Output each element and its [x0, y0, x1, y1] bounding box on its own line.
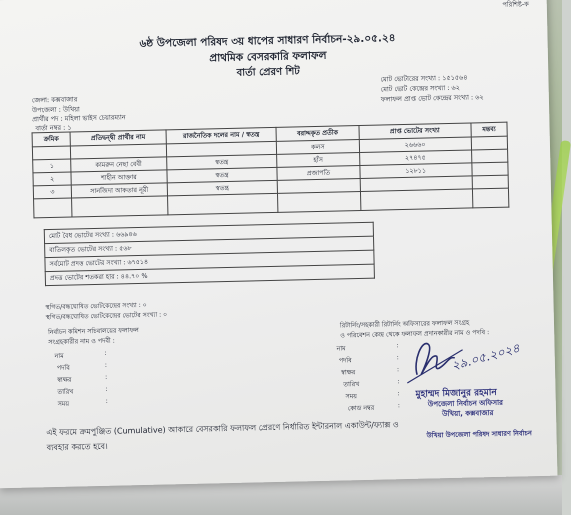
symbol-cell: কলস — [277, 140, 359, 155]
valid-votes: মোট বৈধ ভোটের সংখ্যা : ৬৬৯৪৬ — [44, 222, 373, 243]
total-centers: মোট ভোট কেন্দ্রের সংখ্যা : ৬২ — [380, 83, 461, 94]
election-title: ৬ষ্ঠ উপজেলা পরিষদ ৩য় ধাপের সাধারণ নির্বাচন-২৯.০৫.২৪ — [139, 32, 396, 50]
handwritten-signature — [402, 329, 522, 391]
sheet-title: বার্তা প্রেরণ শিট — [236, 66, 300, 79]
received-centers: ফলাফল প্রাপ্ত ভোট কেন্দ্রের সংখ্যা : ৬২ — [380, 93, 484, 104]
left-label-signature: স্বাক্ষর — [57, 376, 72, 384]
left-heading-1: নির্বাচন কমিশন সচিবালয়ের ফলাফল — [48, 327, 139, 337]
col-serial: ক্রমিক — [32, 132, 70, 147]
invalid-votes: বাতিলকৃত ভোটের সংখ্যা : ৫৬৮ — [45, 236, 374, 257]
symbol-cell: প্রজাপতি — [277, 165, 359, 180]
left-label-title: পদবি — [56, 364, 70, 372]
suspended-votes: স্থগিত/বন্ধঘোষিত ভোটকেন্দ্রের ভোটের সংখ্যা : ০ — [45, 311, 168, 322]
right-label-title: পদবি — [338, 357, 352, 365]
candidate-cell: কামরুন নেছা বেবী — [71, 157, 167, 172]
col-party: রাজনৈতিক দলের নাম / স্বতন্ত্র — [166, 127, 277, 144]
candidate-cell: শাহীন আক্তার — [71, 170, 167, 185]
right-label-signature: স্বাক্ষর — [341, 369, 356, 377]
votes-cell: ২৭৪৭৫ — [359, 150, 472, 166]
serial-cell: ২ — [33, 172, 71, 186]
upazila: উপজেলা : উখিয়া — [31, 105, 80, 115]
result-type-title: প্রাথমিক বেসরকারি ফলাফল — [209, 49, 327, 65]
result-sheet-paper: পরিশিষ্ট-ক ৬ষ্ঠ উপজেলা পরিষদ ৩য় ধাপের সাধারণ নির্বাচন-২৯.০৫.২৪ প্রাথমিক বেসরকারি ফলাফল বার্তা প্রেরণ শিট মোট ভোটারের সংখ্যা : ১৫১৫৬৪ মোট ভোট কেন্দ্রের সংখ্যা : ৬২ ফলাফল প্রাপ্ত ভোট কেন্দ্রের সংখ্যা : ৬২ জেলা: কক্সবাজার উপজেলা : উখিয়া প্রার্থীর পদ : মহিলা ভাইস চেয়ারম্যান বার্তা নম্বর : ১ ক্রমিক প্রতিদ্বন্দ্বী প্রার্থীর নাম রাজনৈতিক দলের নাম / স্বতন্ত্র বরাদ্দকৃত প্রতীক প্রাপ্ত ভোটের সংখ্যা মন্তব্য কলস ২৬৬৬০ ১ কামরুন নেছা বেবী স্বতন্ত্র হাঁস ২৭৪৭৫ ২ শাহীন আক্তার স্বতন্ত্র প্রজাপতি ১২৮১১ ৩ সানজিদা আকতার নূরী স্বতন্ত্র মোট বৈধ ভোটের সংখ্যা : ৬৬৯৪৬ বাতিলকৃত ভোটের সংখ্যা : ৫৬৮ সর্বমোট প্রদত্ত ভোটের সংখ্যা : ৬৭৫১৪ প্রদত্ত ভোটের শতকরা হার : ৪৪.৭০ % স্থগিত/বন্ধঘোষিত ভোটকেন্দ্রের সংখ্যা : ০ স্থগিত/বন্ধঘোষিত ভোটকেন্দ্রের ভোটের সংখ্যা : ০ নির্বাচন কমিশন সচিবালয়ের ফলাফল সংগ্রহকারীর নাম ও পদবী : নাম : পদবি : স্বাক্ষর : তারিখ : সময় : রিটার্নিং/সহকারী রিটার্নিং অফিসারের ফলাফল সংগ্রহ ও পরিবেশন কেন্দ্র থেকে ফলাফল প্রদানকারীর নাম ও পদবি : নাম : পদবি : স্বাক্ষর : তারিখ : সময় : কোড নম্বর : ২৯.০৫.২০২৪ মুহাম্মদ মিজানুর রহমান উপজেলা নির্বাচন অফিসার উখিয়া, কক্সবাজার উখিয়া উপজেলা পরিষদ সাধারণ নির্বাচন এই ফরমে ক্রমপুঞ্জিত (Cumulative) আকারে বেসরকারি ফলাফল প্রেরণে নির্ধারিত ইন্টারনাল একাউন্ট/ফ্যাক্স ও ব্যবহার করতে হবে। — [0, 0, 557, 488]
remark-cell — [472, 175, 508, 189]
right-label-name: নাম — [336, 345, 346, 353]
footer-note-1: এই ফরমে ক্রমপুঞ্জিত (Cumulative) আকারে বেসরকারি ফলাফল প্রেরণে নির্ধারিত ইন্টারনাল একাউন্ট/ফ্যাক্স ও — [46, 420, 399, 438]
col-remark: মন্তব্য — [471, 122, 507, 137]
party-cell: স্বতন্ত্র — [167, 180, 278, 196]
right-label-code: কোড নম্বর — [347, 404, 375, 413]
right-heading-1: রিটার্নিং/সহকারী রিটার্নিং অফিসারের ফলাফল সংগ্রহ — [339, 319, 470, 330]
stamp-title: উপজেলা নির্বাচন অফিসার — [427, 398, 504, 409]
left-heading-2: সংগ্রহকারীর নাম ও পদবী : — [48, 337, 115, 347]
results-table — [32, 122, 510, 219]
col-candidate: প্রতিদ্বন্দ্বী প্রার্থীর নাম — [70, 130, 166, 146]
district: জেলা: কক্সবাজার — [31, 95, 78, 105]
serial-cell: ৩ — [33, 185, 71, 199]
turnout-percent: প্রদত্ত ভোটের শতকরা হার : ৪৪.৭০ % — [45, 264, 374, 285]
stamp-bottom: উখিয়া উপজেলা পরিষদ সাধারণ নির্বাচন — [426, 429, 532, 440]
form-tag: পরিশিষ্ট-ক — [502, 0, 529, 9]
cast-votes: সর্বমোট প্রদত্ত ভোটের সংখ্যা : ৬৭৫১৪ — [45, 250, 374, 271]
stamp-name: মুহাম্মদ মিজানুর রহমান — [415, 387, 497, 400]
left-label-name: নাম — [54, 352, 64, 360]
col-symbol: বরাদ্দকৃত প্রতীক — [276, 126, 358, 142]
signature-date: ২৯.০৫.২০২৪ — [450, 340, 522, 373]
candidate-post: প্রার্থীর পদ : মহিলা ভাইস চেয়ারম্যান — [32, 113, 126, 124]
suspended-centers: স্থগিত/বন্ধঘোষিত ভোটকেন্দ্রের সংখ্যা : ০ — [45, 301, 147, 312]
party-cell: স্বতন্ত্র — [166, 167, 277, 183]
party-cell: স্বতন্ত্র — [166, 154, 277, 170]
left-label-time: সময় — [57, 400, 70, 408]
votes-cell: ১২৮১১ — [359, 163, 472, 179]
left-label-date: তারিখ — [57, 388, 74, 396]
right-label-time: সময় — [345, 393, 358, 401]
col-votes: প্রাপ্ত ভোটের সংখ্যা — [358, 123, 471, 140]
totals-table — [44, 222, 375, 286]
remark-cell — [471, 149, 507, 163]
footer-note-2: ব্যবহার করতে হবে। — [46, 441, 108, 453]
symbol-cell: হাঁস — [277, 153, 359, 168]
total-voters: মোট ভোটারের সংখ্যা : ১৫১৫৬৪ — [380, 73, 468, 84]
remark-cell — [472, 162, 508, 176]
votes-cell: ২৬৬৬০ — [359, 137, 472, 153]
right-label-date: তারিখ — [343, 381, 360, 389]
serial-cell: ১ — [33, 159, 71, 173]
right-heading-2: ও পরিবেশন কেন্দ্র থেকে ফলাফল প্রদানকারীর নাম ও পদবি : — [340, 329, 490, 340]
stamp-place: উখিয়া, কক্সবাজার — [441, 409, 494, 419]
message-number: বার্তা নম্বর : ১ — [35, 123, 72, 133]
candidate-cell: সানজিদা আকতার নূরী — [71, 183, 167, 198]
